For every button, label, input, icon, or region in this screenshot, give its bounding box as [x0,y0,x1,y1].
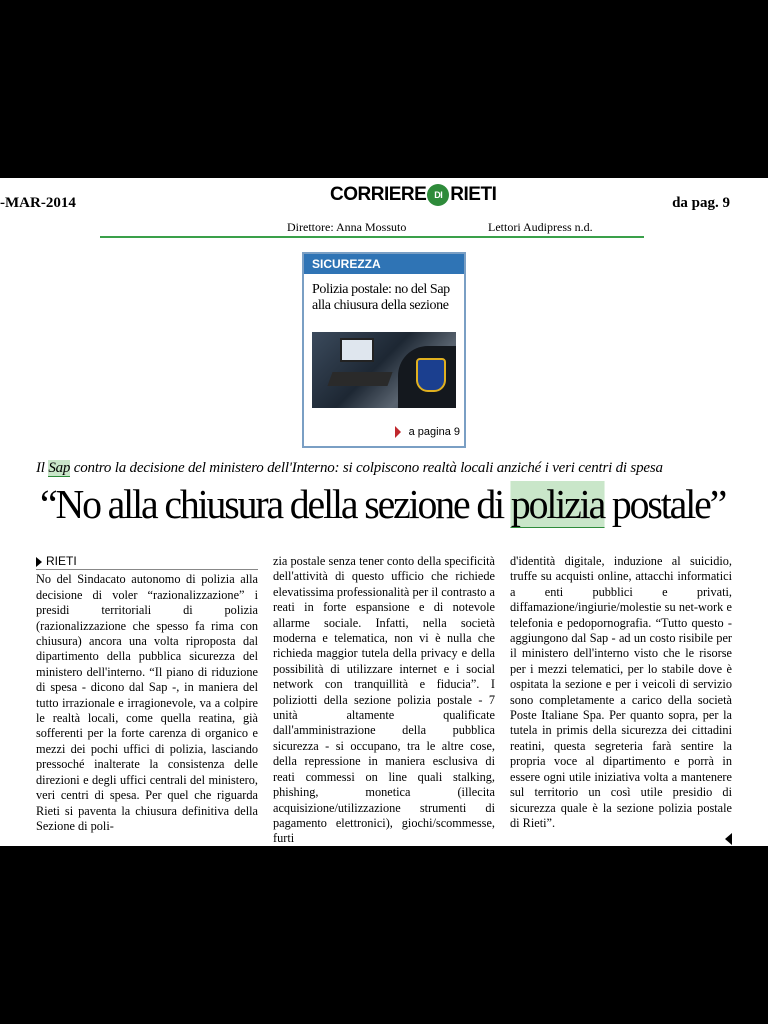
logo-di-badge: DI [427,184,449,206]
teaser-page-ref: a pagina 9 [304,426,460,438]
article-column-1 [36,554,258,834]
teaser-title: Polizia postale: no del Sap alla chiusura della sezione [312,282,450,313]
newspaper-logo [330,184,496,206]
logo-rieti: RIETI [450,184,497,205]
laptop-screen [340,338,374,362]
highlight-sap: Sap [48,460,71,476]
article-headline: “No alla chiusura della sezione di polizia postale” [40,481,726,527]
dateline: RIETI [36,554,258,570]
article-kicker-line: Il Sap contro la decisione del ministero dell'Interno: si colpiscono realtà locali anziché i veri centri di spesa [36,460,663,476]
arrow-right-icon [36,557,42,567]
logo-corriere: CORRIERE [330,184,427,205]
director-label: Direttore: Anna Mossuto [287,220,407,234]
teaser-section: SICUREZZA [304,254,464,274]
teaser-photo [312,332,456,408]
clip-date: -MAR-2014 [0,195,76,211]
article-column-2 [273,554,495,846]
highlight-polizia: polizia [510,481,605,527]
column-1-text: No del Sindacato autonomo di polizia alla decisione di voler “razionalizzazione” i presidi territoriali di polizia (razionalizzazione che spesso fa rima con chiusura) ancora una volta riproposta dal dipartimento della pubblica sicurezza del ministero dell'interno. “Il piano di riduzione di spesa - dicono dal Sap -, in maniera del tutto irrazionale e irragionevole, va a colpire le realtà locali, come quella reatina, già sofferenti per la forte carenza di organico e mezzi dei pochi uffici di polizia, lasciando pressoché inalterate la consistenza delle direzioni e degli uffici centrali del ministero, veri centri di spesa. Per quel che riguarda Rieti si paventa la chiusura definitiva della Sezione di poli- [36,572,258,833]
clipping-page [0,178,768,846]
article-column-3 [510,554,732,845]
end-mark-icon [725,833,732,845]
arrow-right-icon [395,426,401,438]
column-2-text: zia postale senza tener conto della specificità dell'attività di questo ufficio che richiede elevatissima professionalità per il contrasto a reati in forte espansione e di notevole allarme sociale. Infatti, nella società moderna e telematica, non vi è nulla che richieda maggior tutela della privacy e della possibilità di utilizzare internet e i social network con tranquillità e fiducia”. I poliziotti della sezione polizia postale - 7 unità altamente qualificate dall'amministrazione della pubblica sicurezza - si occupano, tra le altre cose, della repressione in maniera esclusiva di reati commessi on line quali stalking, phishing, monetica (illecita acquisizione/utilizzazione strumenti di pagamento elettronici), giochi/scommesse, furti [273,554,495,846]
police-badge-icon [416,358,446,392]
laptop-keyboard [327,372,392,386]
column-3-text: d'identità digitale, induzione al suicidio, truffe su acquisti online, attacchi informatici a enti pubblici e privati, diffamazione/ingiurie/molestie su net-work e telefonia e pedopornografia. “Tutto questo - aggiungono dal Sap - ad un costo risibile per il ministero dell'interno visto che le risorse per i mezzi telematici, per lo stabile dove è ospitata la sezione e per i veicoli di servizio sono completamente a carico della società Poste Italiane Spa. Per quanto sopra, per la tutela in primis della sicurezza dei cittadini reatini, questa segreteria farà sentire la propria voce al dipartimento e porrà in essere ogni utile iniziativa volta a mantenere sul territorio un così utile presidio di sicurezza quale è la sezione polizia postale di Rieti”. [510,554,732,830]
readers-label: Lettori Audipress n.d. [488,220,593,234]
header-rule [100,236,644,238]
front-page-teaser [302,252,466,448]
page-reference: da pag. 9 [672,195,730,211]
